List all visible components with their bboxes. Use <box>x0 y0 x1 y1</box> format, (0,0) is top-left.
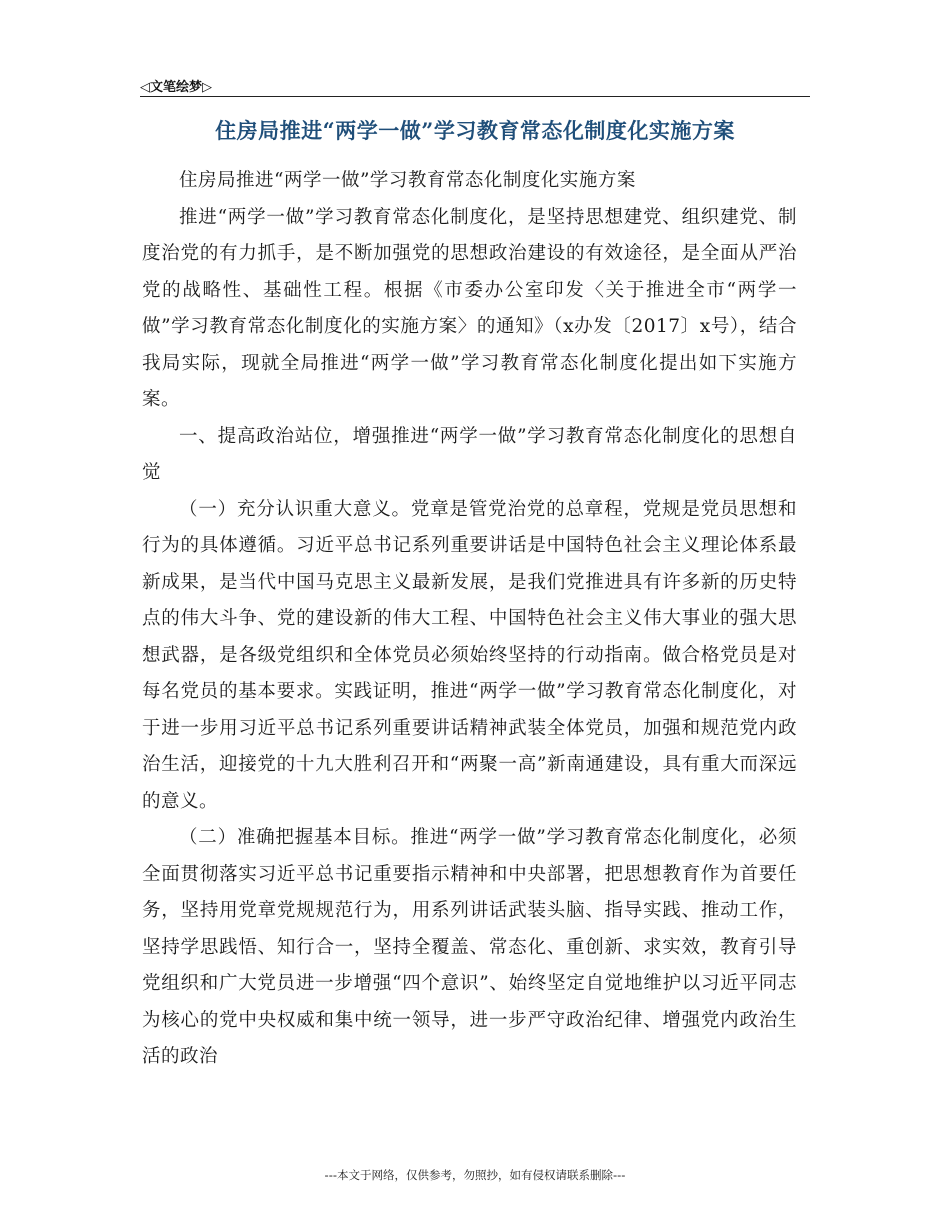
header-logo: ◁文笔绘梦▷ <box>140 80 212 95</box>
paragraph-subtitle: 住房局推进“两学一做”学习教育常态化制度化实施方案 <box>179 170 636 191</box>
document-title: 住房局推进“两学一做”学习教育常态化制度化实施方案 <box>215 118 735 143</box>
page-footer-disclaimer: ---本文于网络，仅供参考，勿照抄，如有侵权请联系删除--- <box>324 1168 626 1182</box>
paragraph-intro: 推进“两学一做”学习教育常态化制度化，是坚持思想建党、组织建党、制度治党的有力抓手，是不断加强党的思想政治建设的有效途径，是全面从严治党的战略性、基础性工程。根据《市委办公室印发〈关于推进全市“两学一做”学习教育常态化制度化的实施方案〉的通知》（x办发〔2017〕x号），结合我局实际，现就全局推进“两学一做”学习教育常态化制度化提出如下实施方案。 <box>142 206 797 410</box>
paragraph-section-1-1: （一）充分认识重大意义。党章是管党治党的总章程，党规是党员思想和行为的具体遵循。习近平总书记系列重要讲话是中国特色社会主义理论体系最新成果，是当代中国马克思主义最新发展，是我们党推进具有许多新的历史特点的伟大斗争、党的建设新的伟大工程、中国特色社会主义伟大事业的强大思想武器，是各级党组织和全体党员必须始终坚持的行动指南。做合格党员是对每名党员的基本要求。实践证明，推进“两学一做”学习教育常态化制度化，对于进一步用习近平总书记系列重要讲话精神武装全体党员，加强和规范党内政治生活，迎接党的十九大胜利召开和“两聚一高”新南通建设，具有重大而深远的意义。 <box>142 498 797 812</box>
paragraph-section-1-heading: 一、提高政治站位，增强推进“两学一做”学习教育常态化制度化的思想自觉 <box>142 425 797 483</box>
page-header <box>140 74 810 97</box>
document-body <box>142 163 797 1076</box>
paragraph-section-1-2: （二）准确把握基本目标。推进“两学一做”学习教育常态化制度化，必须全面贯彻落实习近平总书记重要指示精神和中央部署，把思想教育作为首要任务，坚持用党章党规规范行为，用系列讲话武装头脑、指导实践、推动工作，坚持学思践悟、知行合一，坚持全覆盖、常态化、重创新、求实效，教育引导党组织和广大党员进一步增强“四个意识”、始终坚定自觉地维护以习近平同志为核心的党中央权威和集中统一领导，进一步严守政治纪律、增强党内政治生活的政治 <box>142 827 797 1067</box>
